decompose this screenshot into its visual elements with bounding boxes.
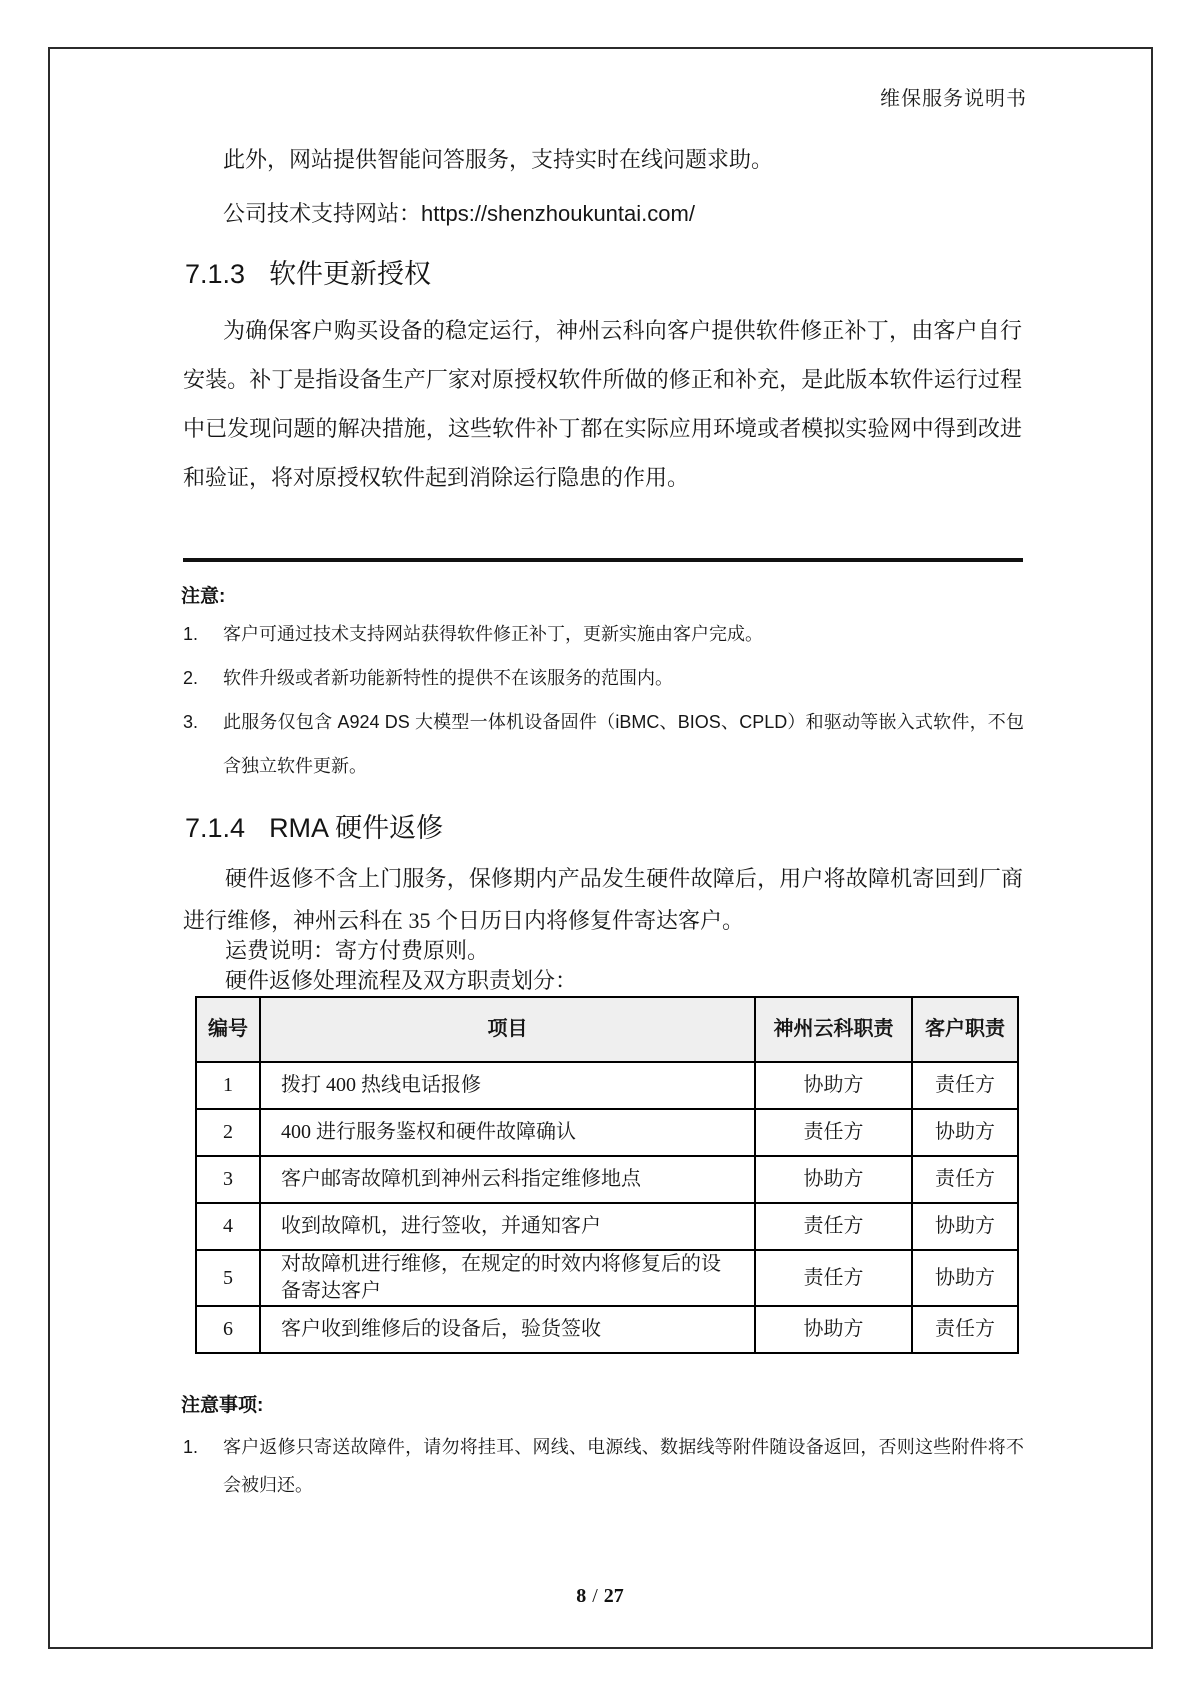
note-item-text: 软件升级或者新功能新特性的提供不在该服务的范围内。 (223, 668, 673, 688)
header-cell-item: 项目 (260, 997, 755, 1062)
cell-vendor-role: 责任方 (755, 1203, 912, 1250)
note-item (183, 700, 1024, 788)
intro-paragraph-online-help: 此外，网站提供智能问答服务，支持实时在线问题求助。 (223, 147, 774, 172)
header-cell-customer-role: 客户职责 (912, 997, 1018, 1062)
horizontal-rule (183, 558, 1023, 562)
section-number: 7.1.3 (185, 259, 246, 289)
cell-customer-role: 责任方 (912, 1156, 1018, 1203)
document-header-title: 维保服务说明书 (880, 88, 1027, 110)
rma-intro-paragraph: 硬件返修不含上门服务，保修期内产品发生硬件故障后，用户将故障机寄回到厂商进行维修，神州云科在 35 个日历日内将修复件寄达客户。 (183, 866, 1023, 933)
footer-total-pages: 27 (603, 1585, 624, 1607)
page-footer (0, 1585, 1200, 1608)
cell-item: 400 进行服务鉴权和硬件故障确认 (260, 1109, 755, 1156)
cell-number: 5 (196, 1250, 260, 1306)
cell-vendor-role: 责任方 (755, 1109, 912, 1156)
freight-note-paragraph: 运费说明：寄方付费原则。 (225, 938, 490, 963)
rma-process-table (195, 996, 1019, 1354)
cell-number: 3 (196, 1156, 260, 1203)
cell-item: 拨打 400 热线电话报修 (260, 1062, 755, 1109)
notice-item-text: 客户返修只寄送故障件，请勿将挂耳、网线、电源线、数据线等附件随设备返回，否则这些附件将不会被归还。 (223, 1437, 1024, 1495)
note-item (183, 612, 1024, 656)
cell-item: 对故障机进行维修，在规定的时效内将修复后的设备寄达客户 (260, 1250, 755, 1306)
cell-number: 2 (196, 1109, 260, 1156)
table-row (196, 1109, 1018, 1156)
process-intro-paragraph: 硬件返修处理流程及双方职责划分： (225, 968, 578, 993)
cell-customer-role: 协助方 (912, 1203, 1018, 1250)
cell-customer-role: 协助方 (912, 1250, 1018, 1306)
section-heading-7-1-3 (185, 252, 431, 291)
section-title: 软件更新授权 (269, 259, 432, 289)
cell-number: 6 (196, 1306, 260, 1353)
footer-separator: / (592, 1585, 598, 1607)
section-number: 7.1.4 (185, 813, 246, 843)
table-row (196, 1250, 1018, 1306)
intro-paragraph-support-site: 公司技术支持网站：https://shenzhoukuntai.com/ (223, 201, 695, 226)
note-item-number: 3. (183, 712, 199, 732)
header-cell-vendor-role: 神州云科职责 (755, 997, 912, 1062)
section-7-1-3-body: 为确保客户购买设备的稳定运行，神州云科向客户提供软件修正补丁，由客户自行安装。补丁是指设备生产厂家对原授权软件所做的修正和补充，是此版本软件运行过程中已发现问题的解决措施，这些软件补丁都在实际应用环境或者模拟实验网中得到改进和验证，将对原授权软件起到消除运行隐患的作用。 (183, 318, 1022, 490)
cell-item: 客户收到维修后的设备后，验货签收 (260, 1306, 755, 1353)
notice-label: 注意事项: (181, 1395, 264, 1416)
note-item (183, 656, 1024, 700)
table-header-row (196, 997, 1018, 1062)
table-row (196, 1306, 1018, 1353)
table-row (196, 1062, 1018, 1109)
note-item-text: 客户可通过技术支持网站获得软件修正补丁，更新实施由客户完成。 (223, 624, 763, 644)
footer-page-number: 8 (576, 1585, 587, 1607)
cell-vendor-role: 协助方 (755, 1062, 912, 1109)
cell-item: 收到故障机，进行签收，并通知客户 (260, 1203, 755, 1250)
notice-item (183, 1428, 1024, 1504)
note-item-text: 此服务仅包含 A924 DS 大模型一体机设备固件（iBMC、BIOS、CPLD）和驱动等嵌入式软件，不包含独立软件更新。 (223, 712, 1024, 776)
note-label: 注意: (181, 586, 226, 607)
cell-number: 1 (196, 1062, 260, 1109)
notice-list (183, 1428, 1024, 1504)
cell-customer-role: 责任方 (912, 1306, 1018, 1353)
section-title: RMA 硬件返修 (269, 813, 444, 843)
cell-item: 客户邮寄故障机到神州云科指定维修地点 (260, 1156, 755, 1203)
cell-customer-role: 责任方 (912, 1062, 1018, 1109)
section-heading-7-1-4 (185, 806, 443, 845)
cell-vendor-role: 协助方 (755, 1156, 912, 1203)
cell-vendor-role: 责任方 (755, 1250, 912, 1306)
cell-vendor-role: 协助方 (755, 1306, 912, 1353)
header-cell-number: 编号 (196, 997, 260, 1062)
table-row (196, 1156, 1018, 1203)
table-row (196, 1203, 1018, 1250)
note-item-number: 2. (183, 668, 199, 688)
notice-item-number: 1. (183, 1437, 199, 1457)
cell-customer-role: 协助方 (912, 1109, 1018, 1156)
cell-number: 4 (196, 1203, 260, 1250)
note-item-number: 1. (183, 624, 199, 644)
note-list (183, 612, 1024, 788)
